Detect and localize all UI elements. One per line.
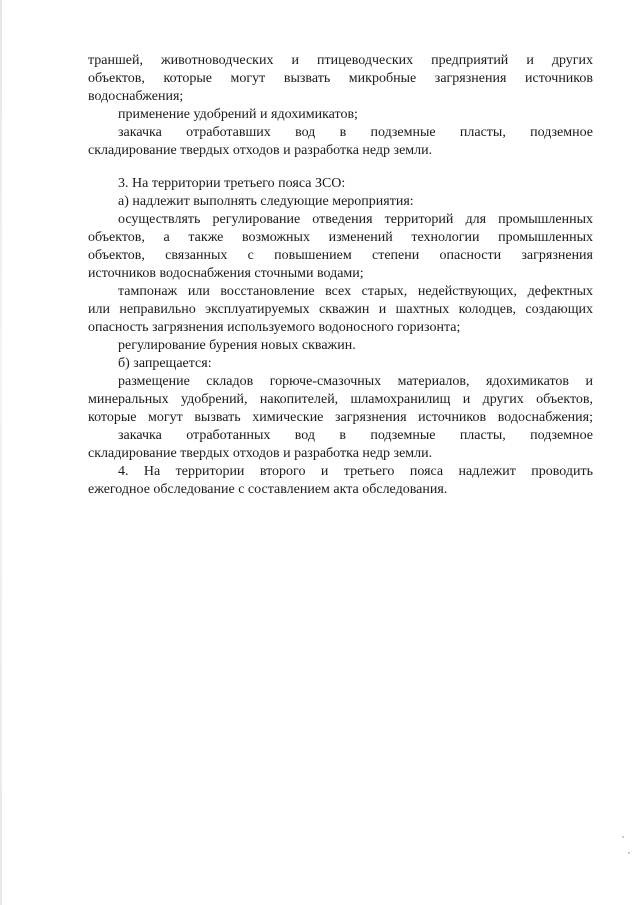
text-line: траншей, животноводческих и птицеводческих предприятий и других bbox=[88, 53, 593, 68]
text-line: объектов, а также возможных изменений технологии промышленных bbox=[88, 230, 593, 245]
text-line: закачка отработавших вод в подземные пласты, подземное bbox=[118, 125, 593, 140]
text-line: водоснабжения; bbox=[88, 89, 184, 104]
text-line: применение удобрений и ядохимикатов; bbox=[118, 107, 358, 122]
text-line: источников водоснабжения сточными водами; bbox=[88, 266, 364, 281]
text-line: размещение складов горюче-смазочных материалов, ядохимикатов и bbox=[118, 374, 593, 389]
text-line: объектов, которые могут вызвать микробные загрязнения источников bbox=[88, 71, 593, 86]
text-line: тампонаж или восстановление всех старых, недействующих, дефектных bbox=[118, 284, 593, 299]
text-line: ежегодное обследование с составлением акта обследования. bbox=[88, 482, 448, 497]
scan-speck bbox=[622, 836, 624, 838]
text-line: закачка отработанных вод в подземные пласты, подземное bbox=[118, 428, 593, 443]
text-line: складирование твердых отходов и разработка недр земли. bbox=[88, 446, 433, 461]
subsection-heading: б) запрещается: bbox=[118, 356, 212, 371]
text-line: или неправильно эксплуатируемых скважин и шахтных колодцев, создающих bbox=[88, 302, 593, 317]
text-line: минеральных удобрений, накопителей, шламохранилищ и других объектов, bbox=[88, 392, 593, 407]
scan-edge bbox=[0, 0, 2, 905]
text-line: осуществлять регулирование отведения территорий для промышленных bbox=[118, 212, 593, 227]
subsection-heading: а) надлежит выполнять следующие мероприятия: bbox=[118, 194, 414, 209]
text-line: которые могут вызвать химические загрязнения источников водоснабжения; bbox=[88, 410, 593, 425]
section-heading: 3. На территории третьего пояса ЗСО: bbox=[118, 176, 346, 191]
section-heading: 4. На территории второго и третьего пояса надлежит проводить bbox=[118, 464, 593, 479]
text-line: объектов, связанных с повышением степени опасности загрязнения bbox=[88, 248, 593, 263]
scan-speck bbox=[628, 852, 630, 854]
text-line: регулирование бурения новых скважин. bbox=[118, 338, 356, 353]
text-line: складирование твердых отходов и разработка недр земли. bbox=[88, 143, 433, 158]
text-line: опасность загрязнения используемого водоносного горизонта; bbox=[88, 320, 461, 335]
